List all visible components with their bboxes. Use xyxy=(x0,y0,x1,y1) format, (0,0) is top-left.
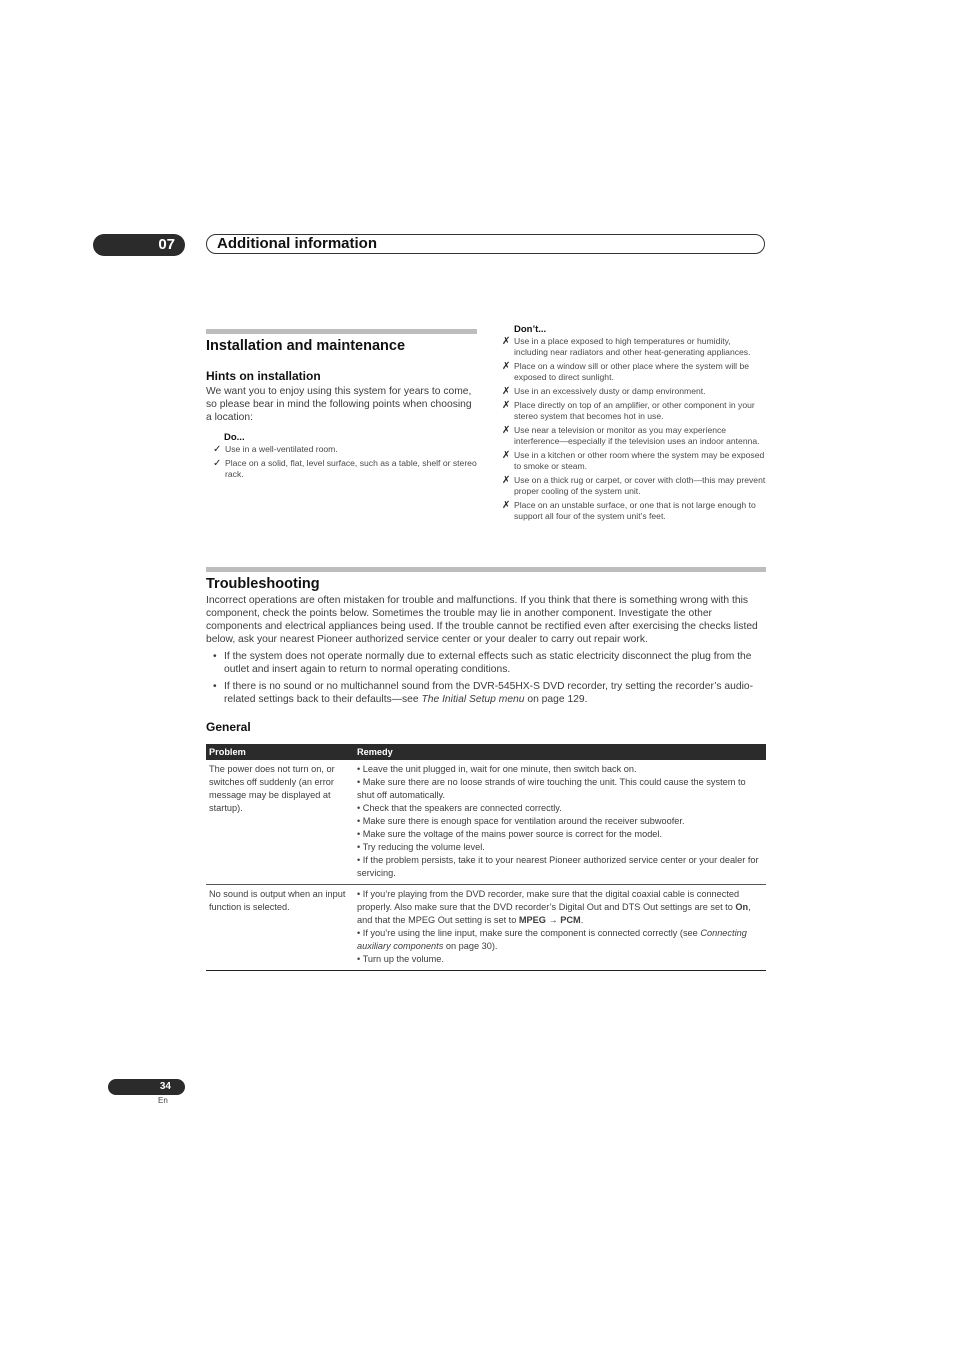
hints-heading: Hints on installation xyxy=(206,369,321,383)
installation-heading: Installation and maintenance xyxy=(206,338,406,354)
troubleshooting-intro: Incorrect operations are often mistaken for trouble and malfunctions. If you think that there is something wrong with this component, check the points below. Sometimes the trouble may lie in another component. Investigate the other components and electrical appliances being used. If the trouble cannot be rectified even after exercising the checks listed below, ask your nearest Pioneer authorized service center or your dealer to carry out repair work. xyxy=(206,595,758,645)
dont-item: ✗ Use in a kitchen or other room where the system may be exposed to smoke or steam. xyxy=(502,450,765,471)
cross-icon: ✗ xyxy=(502,336,511,347)
general-heading: General xyxy=(206,720,251,734)
table-row xyxy=(206,760,766,885)
hints-intro: We want you to enjoy using this system for years to come, so please bear in mind the following points when choosing a location: xyxy=(206,386,472,423)
remedy-line: • Try reducing the volume level. xyxy=(357,842,485,852)
troubleshooting-table xyxy=(206,744,766,971)
remedy-column-header: Remedy xyxy=(354,744,766,760)
cross-icon: ✗ xyxy=(502,500,511,511)
remedy-line: • Make sure there are no loose strands of wire touching the unit. This could cause the system to shut off automatically. xyxy=(357,777,746,800)
dont-item: ✗ Place on an unstable surface, or one that is not large enough to support all four of the system unit’s feet. xyxy=(502,500,756,521)
checkmark-icon: ✓ xyxy=(213,444,222,455)
page-number-badge: 34 xyxy=(108,1079,185,1095)
dont-item: ✗ Use in a place exposed to high temperatures or humidity, including near radiators and other heat-generating appliances. xyxy=(502,336,751,357)
aux-components-reference: Connecting auxiliary components xyxy=(357,928,747,951)
arrow-right-icon: → xyxy=(548,915,558,925)
dont-item: ✗ Use near a television or monitor as you may experience interference—especially if the television uses an indoor antenna. xyxy=(502,425,760,446)
cross-icon: ✗ xyxy=(502,425,511,436)
cross-icon: ✗ xyxy=(502,361,511,372)
initial-setup-reference: The Initial Setup menu xyxy=(421,694,525,705)
remedy-cell xyxy=(354,760,766,885)
problem-column-header: Problem xyxy=(206,744,354,760)
bullet-icon: • xyxy=(213,651,217,662)
page-language: En xyxy=(158,1096,168,1105)
setting-pcm: PCM xyxy=(560,915,581,925)
dont-item: ✗ Use in an excessively dusty or damp environment. xyxy=(502,386,706,397)
cross-icon: ✗ xyxy=(502,400,511,411)
section-divider-installation xyxy=(206,329,477,334)
troubleshooting-bullets xyxy=(206,650,766,710)
remedy-line: • Leave the unit plugged in, wait for one minute, then switch back on. xyxy=(357,764,637,774)
troubleshooting-heading: Troubleshooting xyxy=(206,576,320,592)
dont-list xyxy=(502,336,766,525)
bullet-item: • If the system does not operate normally due to external effects such as static electricity disconnect the plug from the outlet and insert again to return to normal operating conditions. xyxy=(213,651,752,675)
dont-item: ✗ Use on a thick rug or carpet, or cover with cloth—this may prevent proper cooling of the system unit. xyxy=(502,475,766,496)
section-divider-troubleshooting xyxy=(206,567,766,572)
remedy-line: • If you’re playing from the DVD recorder, make sure that the digital coaxial cable is connected properly. Also make sure that the DVD recorder’s Digital Out and DTS Out settings are set to On, and that the MPEG Out setting is set to MPEG → PCM. xyxy=(357,889,751,925)
cross-icon: ✗ xyxy=(502,475,511,486)
setting-on: On xyxy=(735,902,749,912)
problem-cell: The power does not turn on, or switches off suddenly (an error message may be displayed at startup). xyxy=(206,760,354,885)
problem-cell: No sound is output when an input function is selected. xyxy=(206,885,354,971)
cross-icon: ✗ xyxy=(502,386,511,397)
remedy-line: • If the problem persists, take it to your nearest Pioneer authorized service center or your dealer for servicing. xyxy=(357,855,759,878)
remedy-line: • Check that the speakers are connected correctly. xyxy=(357,803,562,813)
checkmark-icon: ✓ xyxy=(213,458,222,469)
dont-label: Don’t... xyxy=(514,324,547,335)
table-header-row xyxy=(206,744,766,760)
table-row xyxy=(206,885,766,971)
remedy-line: • Turn up the volume. xyxy=(357,954,444,964)
do-list xyxy=(213,444,478,483)
do-item: ✓ Use in a well-ventilated room. xyxy=(213,444,338,455)
bullet-item: • If there is no sound or no multichannel sound from the DVR-545HX-S DVD recorder, try setting the recorder’s audio-related settings back to their defaults—see The Initial Setup menu on page 129. xyxy=(213,681,754,705)
dont-item: ✗ Place directly on top of an amplifier, or other component in your stereo system that becomes hot in use. xyxy=(502,400,755,421)
remedy-line: • If you’re using the line input, make sure the component is connected correctly (see Connecting auxiliary components on page 30). xyxy=(357,928,747,951)
remedy-line: • Make sure the voltage of the mains power source is correct for the model. xyxy=(357,829,663,839)
setting-mpeg: MPEG xyxy=(518,915,546,925)
do-label: Do... xyxy=(224,432,245,443)
remedy-cell xyxy=(354,885,766,971)
do-item: ✓ Place on a solid, flat, level surface, such as a table, shelf or stereo rack. xyxy=(213,458,477,479)
chapter-number-badge: 07 xyxy=(93,234,185,256)
dont-item: ✗ Place on a window sill or other place where the system will be exposed to direct sunlight. xyxy=(502,361,750,382)
remedy-line: • Make sure there is enough space for ventilation around the receiver subwoofer. xyxy=(357,816,685,826)
bullet-icon: • xyxy=(213,681,217,692)
chapter-title: Additional information xyxy=(206,234,765,254)
cross-icon: ✗ xyxy=(502,450,511,461)
